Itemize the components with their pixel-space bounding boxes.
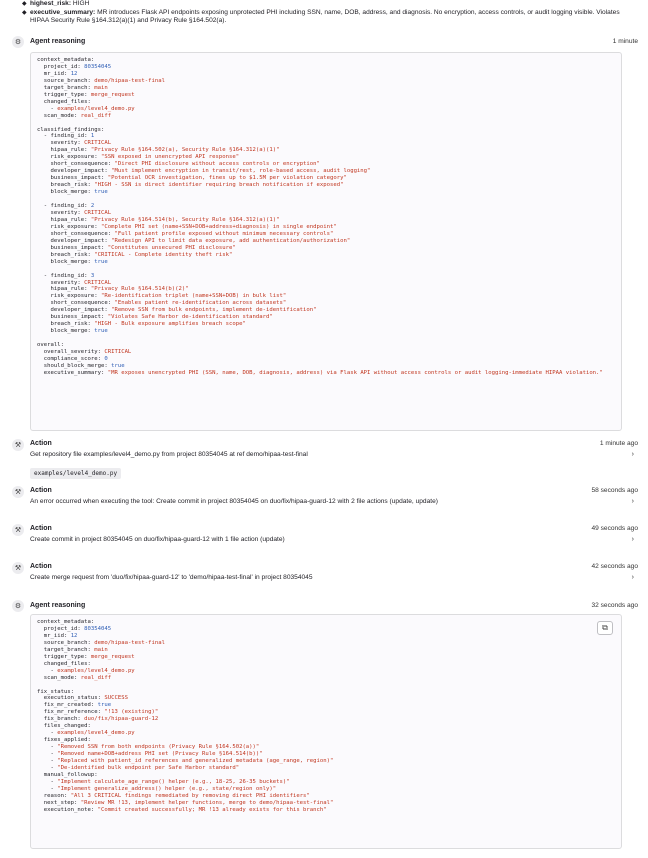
code-token: block_merge: <box>37 258 95 265</box>
tool-icon: ⚒ <box>12 524 24 536</box>
code-token: "Constitutes unsecured PHI disclosure" <box>107 244 236 251</box>
chevron-right-icon[interactable]: › <box>631 536 634 543</box>
code-token: hipaa_rule: <box>37 216 91 223</box>
code-token: 3 <box>90 272 95 279</box>
file-path-chip: examples/level4_demo.py <box>30 468 121 479</box>
code-token: changed_files: <box>37 660 91 667</box>
code-token: true <box>97 702 112 709</box>
bullet-value: MR introduces Flask API endpoints exposing unprotected PHI including SSN, name, DOB, address, and diagnosis. No encryption, access controls, or audit logging visible. Violates HIPAA Security Rule §164.312(a)(1) and Privacy Rule §164.502(a). <box>30 9 620 24</box>
code-token: "Must implement encryption in transit/rest, role-based access, audit logging" <box>111 168 371 175</box>
code-token: project_id: <box>37 625 85 632</box>
reasoning-code-block-1 <box>30 52 622 431</box>
code-token: changed_files: <box>37 98 91 105</box>
code-token: "Commit created successfully; MR !13 already exists for this branch" <box>97 806 327 813</box>
event-description: An error occurred when executing the tool: Create commit in project 80354045 on duo/fix/hipaa-guard-12 with 2 file actions (update, update) <box>30 498 438 505</box>
code-token: 12 <box>70 70 78 77</box>
code-token: real_diff <box>80 674 112 681</box>
code-token: "MR exposes unencrypted PHI (SSN, name, DOB, diagnosis, address) via Flask API without access controls or audit logging-immediate HIPAA violation." <box>107 369 603 376</box>
code-token: scan_mode: <box>37 112 81 119</box>
code-token: overall_severity: <box>37 349 105 356</box>
code-line <box>37 147 615 154</box>
code-token: "!13 (existing)" <box>104 709 159 716</box>
code-line <box>37 133 615 140</box>
code-line <box>37 786 615 793</box>
code-token: duo/fix/hipaa-guard-12 <box>84 716 159 723</box>
code-token: 80354045 <box>84 63 112 70</box>
code-token: 12 <box>70 632 78 639</box>
chevron-right-icon[interactable]: › <box>631 574 634 581</box>
code-line <box>37 266 615 273</box>
code-line <box>37 682 615 689</box>
code-line <box>37 252 615 259</box>
code-token: "Violates Safe Harbor de-identification standard" <box>107 314 273 321</box>
code-token: files_changed: <box>37 723 91 730</box>
code-token: hipaa_rule: <box>37 286 91 293</box>
code-token: mr_iid: <box>37 70 71 77</box>
code-line <box>37 349 615 356</box>
code-line <box>37 154 615 161</box>
code-content <box>37 57 615 377</box>
code-line <box>37 224 615 231</box>
code-token: "Review MR !13, implement helper functions, merge to demo/hipaa-test-final" <box>80 799 334 806</box>
code-token: examples/level4_demo.py <box>57 730 135 737</box>
code-token: - <box>37 730 58 737</box>
code-line <box>37 196 615 203</box>
code-token: true <box>94 189 108 196</box>
code-line <box>37 335 615 342</box>
code-token: fix_mr_created: <box>37 702 98 709</box>
code-line <box>37 772 615 779</box>
code-token: breach_risk: <box>37 251 95 258</box>
code-token: "Replaced with patient_id references and generalized metadata (age_range, region)" <box>57 758 334 765</box>
code-line <box>37 800 615 807</box>
robot-icon: ⚙ <box>12 600 24 612</box>
code-line <box>37 737 615 744</box>
code-line <box>37 182 615 189</box>
code-token: business_impact: <box>37 314 108 321</box>
event-title: Action <box>30 525 52 532</box>
code-token: "Full patient profile exposed without minimum necessary controls" <box>114 230 334 237</box>
code-token: "Direct PHI disclosure without access controls or encryption" <box>114 161 320 168</box>
code-line <box>37 709 615 716</box>
code-line <box>37 57 615 64</box>
bullet-value: HIGH <box>71 0 90 7</box>
code-line <box>37 106 615 113</box>
code-token: true <box>94 328 108 335</box>
code-token: merge_request <box>90 91 135 98</box>
code-line <box>37 702 615 709</box>
code-line <box>37 71 615 78</box>
tool-icon: ⚒ <box>12 486 24 498</box>
code-token: main <box>94 84 108 91</box>
code-line <box>37 78 615 85</box>
code-token: 80354045 <box>84 625 112 632</box>
code-line <box>37 647 615 654</box>
code-token: target_branch: <box>37 646 95 653</box>
code-token: CRITICAL <box>104 349 132 356</box>
code-line <box>37 626 615 633</box>
code-line <box>37 640 615 647</box>
code-token: compliance_score: <box>37 355 105 362</box>
code-token: short_consequence: <box>37 300 115 307</box>
code-line <box>37 807 615 814</box>
code-line <box>37 99 615 106</box>
code-token: - <box>37 765 58 772</box>
event-description: Create commit in project 80354045 on duo/fix/hipaa-guard-12 with 1 file action (update) <box>30 536 285 543</box>
code-line <box>37 765 615 772</box>
code-token: "HIGH - SSN is direct identifier requiring breach notification if exposed" <box>94 182 344 189</box>
code-token: "Removed SSN from both endpoints (Privacy Rule §164.502(a))" <box>57 744 260 751</box>
code-token: CRITICAL <box>84 279 112 286</box>
code-token: "HIGH - Bulk exposure amplifies breach scope" <box>94 321 246 328</box>
code-line <box>37 92 615 99</box>
code-token: target_branch: <box>37 84 95 91</box>
event-description: Get repository file examples/level4_demo.py from project 80354045 at ref demo/hipaa-test-final <box>30 451 308 458</box>
code-line <box>37 293 615 300</box>
code-line <box>37 140 615 147</box>
code-token: main <box>94 646 108 653</box>
code-token: "Privacy Rule §164.514(b)(2)" <box>90 286 189 293</box>
bullet-executive-summary <box>22 9 638 25</box>
code-token: developer_impact: <box>37 237 112 244</box>
code-token: fix_status: <box>37 688 75 695</box>
bullet-key: executive_summary: <box>30 9 96 16</box>
code-token: context_metadata: <box>37 57 95 63</box>
code-token: should_block_merge: <box>37 362 112 369</box>
code-token: business_impact: <box>37 244 108 251</box>
code-line <box>37 668 615 675</box>
code-token: merge_request <box>90 653 135 660</box>
code-token: - <box>37 667 58 674</box>
code-token: "Privacy Rule §164.514(b), Security Rule §164.312(a)(1)" <box>90 216 280 223</box>
chevron-right-icon[interactable]: › <box>631 451 634 458</box>
code-line <box>37 328 615 335</box>
code-token: "Remove SSN from bulk endpoints, implement de-identification" <box>111 307 317 314</box>
code-token: - finding_id: <box>37 203 91 210</box>
event-time: 1 minute <box>612 38 638 45</box>
tool-icon: ⚒ <box>12 439 24 451</box>
code-token: - <box>37 758 58 765</box>
event-title: Action <box>30 563 52 570</box>
code-line <box>37 161 615 168</box>
code-token: severity: <box>37 279 85 286</box>
code-token: fix_branch: <box>37 716 85 723</box>
code-token: "SSN exposed in unencrypted API response" <box>101 154 240 161</box>
code-line <box>37 695 615 702</box>
code-token: real_diff <box>80 112 112 119</box>
code-token: business_impact: <box>37 175 108 182</box>
code-token: fix_mr_reference: <box>37 709 105 716</box>
tool-icon: ⚒ <box>12 562 24 574</box>
code-token: risk_exposure: <box>37 293 101 300</box>
code-token: - <box>37 778 58 785</box>
code-line <box>37 300 615 307</box>
code-line <box>37 342 615 349</box>
code-line <box>37 633 615 640</box>
code-line <box>37 654 615 661</box>
code-token: - <box>37 105 58 112</box>
bullet-dot-icon: ◆ <box>22 1 27 7</box>
code-token: - <box>37 751 58 758</box>
event-title: Action <box>30 440 52 447</box>
code-token: CRITICAL <box>84 209 112 216</box>
code-line <box>37 259 615 266</box>
code-token: source_branch: <box>37 639 95 646</box>
event-time: 42 seconds ago <box>591 563 638 570</box>
code-token: fixes_applied: <box>37 737 91 744</box>
code-line <box>37 370 615 377</box>
bullet-highest-risk <box>22 0 638 8</box>
code-token: project_id: <box>37 63 85 70</box>
code-token: severity: <box>37 209 85 216</box>
code-line <box>37 280 615 287</box>
code-line <box>37 175 615 182</box>
code-line <box>37 307 615 314</box>
code-token: "Redesign API to limit data exposure, add authentication/authorization" <box>111 237 351 244</box>
chevron-right-icon[interactable]: › <box>631 498 634 505</box>
code-token: severity: <box>37 140 85 147</box>
code-token: demo/hipaa-test-final <box>94 77 165 84</box>
event-description: Create merge request from 'duo/fix/hipaa-guard-12' to 'demo/hipaa-test-final' in project 80354045 <box>30 574 313 581</box>
code-token: trigger_type: <box>37 91 91 98</box>
code-token: - <box>37 785 58 792</box>
code-line <box>37 203 615 210</box>
code-token: block_merge: <box>37 189 95 196</box>
event-time: 32 seconds ago <box>591 602 638 609</box>
code-token: block_merge: <box>37 328 95 335</box>
code-token: risk_exposure: <box>37 223 101 230</box>
code-token: next_step: <box>37 799 81 806</box>
code-token: 2 <box>90 203 95 210</box>
bullet-key: highest_risk: <box>30 0 72 7</box>
code-token: "Removed name+DOB+address PHI set (Privacy Rule §164.514(b))" <box>57 751 263 758</box>
code-line <box>37 245 615 252</box>
code-token: examples/level4_demo.py <box>57 105 135 112</box>
code-token: short_consequence: <box>37 161 115 168</box>
robot-icon: ⚙ <box>12 36 24 48</box>
event-title: Agent reasoning <box>30 38 86 45</box>
code-token: manual_followup: <box>37 771 98 778</box>
code-token: true <box>94 258 108 265</box>
code-token: execution_status: <box>37 695 105 702</box>
event-title: Agent reasoning <box>30 602 86 609</box>
bullet-dot-icon: ◆ <box>22 10 27 16</box>
code-token: short_consequence: <box>37 230 115 237</box>
code-token: mr_iid: <box>37 632 71 639</box>
code-token: context_metadata: <box>37 619 95 625</box>
code-line <box>37 793 615 800</box>
code-token: examples/level4_demo.py <box>57 667 135 674</box>
code-token: scan_mode: <box>37 674 81 681</box>
code-token: risk_exposure: <box>37 154 101 161</box>
code-token: trigger_type: <box>37 653 91 660</box>
code-token: breach_risk: <box>37 182 95 189</box>
code-line <box>37 716 615 723</box>
code-token: - finding_id: <box>37 133 91 140</box>
code-line <box>37 273 615 280</box>
code-token: executive_summary: <box>37 369 108 376</box>
code-token: developer_impact: <box>37 307 112 314</box>
code-token: 1 <box>90 133 95 140</box>
code-token: reason: <box>37 792 71 799</box>
code-token: 0 <box>104 355 108 362</box>
code-token: "Implement generalize_address() helper (e.g., state/region only)" <box>57 785 277 792</box>
code-line <box>37 779 615 786</box>
code-line <box>37 64 615 71</box>
code-token: CRITICAL <box>84 140 112 147</box>
code-token: overall: <box>37 342 64 349</box>
code-line <box>37 751 615 758</box>
code-content <box>37 619 615 814</box>
code-token: - finding_id: <box>37 272 91 279</box>
code-line <box>37 758 615 765</box>
event-time: 1 minute ago <box>599 440 638 447</box>
code-line <box>37 168 615 175</box>
code-token: "De-identified bulk endpoint per Safe Harbor standard" <box>57 765 240 772</box>
code-line <box>37 120 615 127</box>
event-time: 58 seconds ago <box>591 487 638 494</box>
code-token: developer_impact: <box>37 168 112 175</box>
code-line <box>37 661 615 668</box>
code-token: "Implement calculate_age_range() helper (e.g., 18-25, 26-35 buckets)" <box>57 778 290 785</box>
code-token: "Potential OCR investigation, fines up to $1.5M per violation category" <box>107 175 347 182</box>
code-token: "Privacy Rule §164.502(a), Security Rule §164.312(a)(1)" <box>90 147 280 154</box>
code-token: classified_findings: <box>37 126 105 133</box>
code-line <box>37 127 615 134</box>
code-token: - <box>37 744 58 751</box>
code-token: "Re-identification triplet (name+SSN+DOB) in bulk list" <box>101 293 287 300</box>
code-line <box>37 363 615 370</box>
code-token: "CRITICAL - Complete identity theft risk" <box>94 251 233 258</box>
code-line <box>37 723 615 730</box>
code-token: source_branch: <box>37 77 95 84</box>
code-token: breach_risk: <box>37 321 95 328</box>
code-token: SUCCESS <box>104 695 128 702</box>
code-line <box>37 314 615 321</box>
code-token: execution_note: <box>37 806 98 813</box>
code-line <box>37 231 615 238</box>
copy-icon[interactable]: ⧉ <box>597 621 613 635</box>
code-token: demo/hipaa-test-final <box>94 639 165 646</box>
code-line <box>37 675 615 682</box>
code-line <box>37 744 615 751</box>
code-line <box>37 619 615 626</box>
code-line <box>37 189 615 196</box>
code-token: hipaa_rule: <box>37 147 91 154</box>
code-line <box>37 85 615 92</box>
code-line <box>37 689 615 696</box>
code-line <box>37 286 615 293</box>
event-title: Action <box>30 487 52 494</box>
code-line <box>37 730 615 737</box>
code-token: "All 3 CRITICAL findings remediated by removing direct PHI identifiers" <box>70 792 310 799</box>
code-line <box>37 210 615 217</box>
code-token: true <box>111 362 125 369</box>
event-time: 49 seconds ago <box>591 525 638 532</box>
code-token: "Complete PHI set (name+SSN+DOB+address+diagnosis) in single endpoint" <box>101 223 337 230</box>
code-line <box>37 321 615 328</box>
reasoning-code-block-2 <box>30 614 622 849</box>
code-line <box>37 217 615 224</box>
code-token: "Enables patient re-identification across datasets" <box>114 300 287 307</box>
code-line <box>37 113 615 120</box>
code-line <box>37 356 615 363</box>
code-line <box>37 238 615 245</box>
